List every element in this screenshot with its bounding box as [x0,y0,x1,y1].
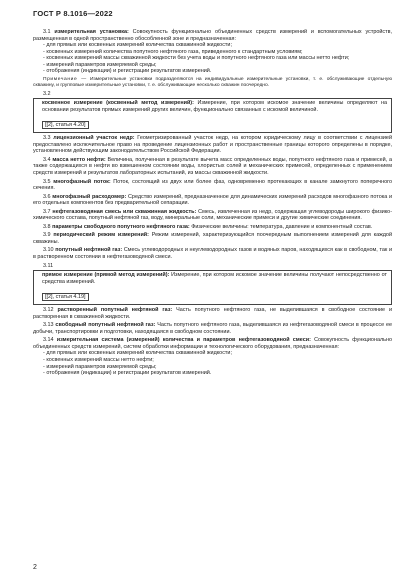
clause-number: 3.12 [43,307,54,314]
clause-3-8 [33,224,392,231]
list-item: - косвенных измерений количества попутного нефтяного газа, приведенного к стандартным условиям; [43,48,303,55]
clause-3-13 [33,322,392,335]
clause-term: прямое измерение (прямой метод измерений): [42,272,170,279]
clause-number: 3.14 [43,337,54,344]
clause-term: нефтегазоводяная смесь или скважинная жидкость: [52,208,197,215]
clause-3-10 [33,247,392,260]
list-item: - измерений параметров измеряемой среды; [43,61,157,68]
list-item: - отображения (индикации) и регистрации результатов измерений. [43,68,212,75]
clause-definition: Часть попутного нефтяного газа, не выделившаяся в свободное состояние и растворенная в скважинной жидкости. [33,307,392,320]
clause-number: 3.8 [43,223,51,230]
clause-3-3 [33,135,392,155]
clause-term: многофазный поток: [53,178,111,185]
clause-term: многофазный расходомер: [52,193,127,200]
clause-number: 3.5 [43,178,51,185]
clause-3-6 [33,194,392,207]
clause-3-7 [33,209,392,222]
clause-term: масса нетто нефти: [52,156,106,163]
clause-number: 3.3 [43,135,51,142]
list-item: - отображения (индикации) и регистрации результатов измерений. [43,370,212,377]
clause-3-12 [33,307,392,320]
page-number: 2 [33,564,37,571]
clause-number: 3.6 [43,193,51,200]
clause-3-4 [33,157,392,177]
note-text: Измерительные установки подразделяются на индивидуальные измерительные установки, т. е. обслуживающие отдельную скважину, и групповые измерительные установки, т. е. обслуживающие несколько скважин поочередно. [33,76,392,88]
clause-definition: Поток, состоящий из двух или более фаз, одновременно протекающих в канале замкнутого поперечного сечения. [33,178,393,192]
clause-term: лицензионный участок недр: [53,135,135,142]
clause-number: 3.7 [43,208,51,215]
clause-note [33,77,392,89]
clause-definition: Смесь, извлеченная из недр, содержащая углеводороды широкого физико-химического состава, попутный нефтяной газ, воду, минеральные соли, механические примеси и другие химические соединения. [33,208,393,222]
clause-term: измерительная установка: [54,29,129,35]
clause-definition: Режим измерений, характеризующийся поочередным выполнением измерений для каждой скважины. [33,232,392,245]
clause-3-2 [42,100,387,113]
clause-term: косвенное измерение (косвенный метод измерений): [42,100,194,107]
quoted-definition-box [33,98,392,133]
clause-definition: Совокупность функционально объединенных средств измерений и вспомогательных устройств, размещенная в одной пространственно обособленной зоне и предназначенная: [33,29,393,42]
list-item: - измерений параметров измеряемой среды; [43,363,157,370]
list-item: - для прямых или косвенных измерений количества скважинной жидкости; [43,42,232,49]
clause-definition: Величина, полученная в результате вычета масс определенных воды, попутного нефтяного газа и примесей, а также содержащихся в нефти во взвешенном состоянии воды, хлористых солей и механических примесей, определенных с применением средств измерений и результатов лабораторных испытаний, из массы скважинной жидкости. [33,156,392,176]
clause-term: периодический режим измерений: [53,232,149,239]
clause-term: параметры свободного попутного нефтяного газа: [52,223,190,230]
clause-term: измерительная система (измерений) количества и параметров нефтегазоводяной смеси: [56,337,311,344]
clause-number: 3.2 [43,90,51,97]
list-item: - косвенных измерений массы нетто нефти; [43,356,154,363]
clause-number: 3.1 [43,29,51,35]
clause-definition: Смесь углеводородных и неуглеводородных газов и водяных паров, находящихся как в свободном, так и в растворенном состоянии в нефтегазоводяной смеси. [33,247,392,260]
clause-number: 3.11 [43,262,54,269]
clause-3-11 [42,272,387,285]
clause-number: 3.10 [43,247,54,254]
clause-term: попутный нефтяной газ: [55,247,123,254]
clause-number: 3.4 [43,156,51,163]
clause-3-9 [33,232,392,245]
list-item: - для прямых или косвенных измерений количества скважинной жидкости; [43,350,232,357]
clause-definition: Средство измерений, предназначенное для динамических измерений расходов многофазного потока и его отдельных компонентов без предварительной сепарации. [33,193,392,207]
clause-definition: Геометризированный участок недр, на котором юридическому лицу в соответствии с лицензией предоставлено исключительное право на проведение лицензионных работ и пространственные границы которого определены в порядке, установленном действующим законодательством Российской Федерации. [33,135,392,155]
source-reference: [[2], статья 4.20] [42,121,89,129]
clause-definition: Измерение, при котором искомое значение величины определяют на основании результатов прямых измерений других величин, функционально связанных с искомой величиной. [42,100,388,113]
source-reference: [[2], статья 4.19] [42,293,89,301]
list-item: - косвенных измерений массы скважинной жидкости без учета воды и попутного нефтяного газа или массы нетто нефти; [43,55,350,62]
quoted-definition-box [33,270,392,305]
clause-definition: Часть попутного нефтяного газа, выделившаяся из нефтегазоводяной смеси в процессе ее добычи, транспортировки и подготовки, находящаяся в свободном состоянии. [33,322,392,335]
clause-term: свободный попутный нефтяной газ: [55,322,156,329]
clause-term: растворенный попутный нефтяной газ: [57,307,173,314]
clause-definition: Совокупность функционально объединенных средств измерений, систем обработки информации и технологического оборудования, предназначенная: [33,337,392,350]
clause-number: 3.13 [43,322,54,329]
clause-definition: Измерение, при котором искомое значение величины получают непосредственно от средства измерений. [42,272,388,285]
clause-3-1 [33,29,392,42]
clause-3-5 [33,179,392,192]
clause-definition: Физические величины: температура, давление и компонентный состав. [189,223,373,230]
clause-number: 3.9 [43,232,51,239]
standard-header: ГОСТ Р 8.1016—2022 [33,9,113,18]
note-label: Примечание — [43,76,87,82]
clause-3-14 [33,337,392,350]
